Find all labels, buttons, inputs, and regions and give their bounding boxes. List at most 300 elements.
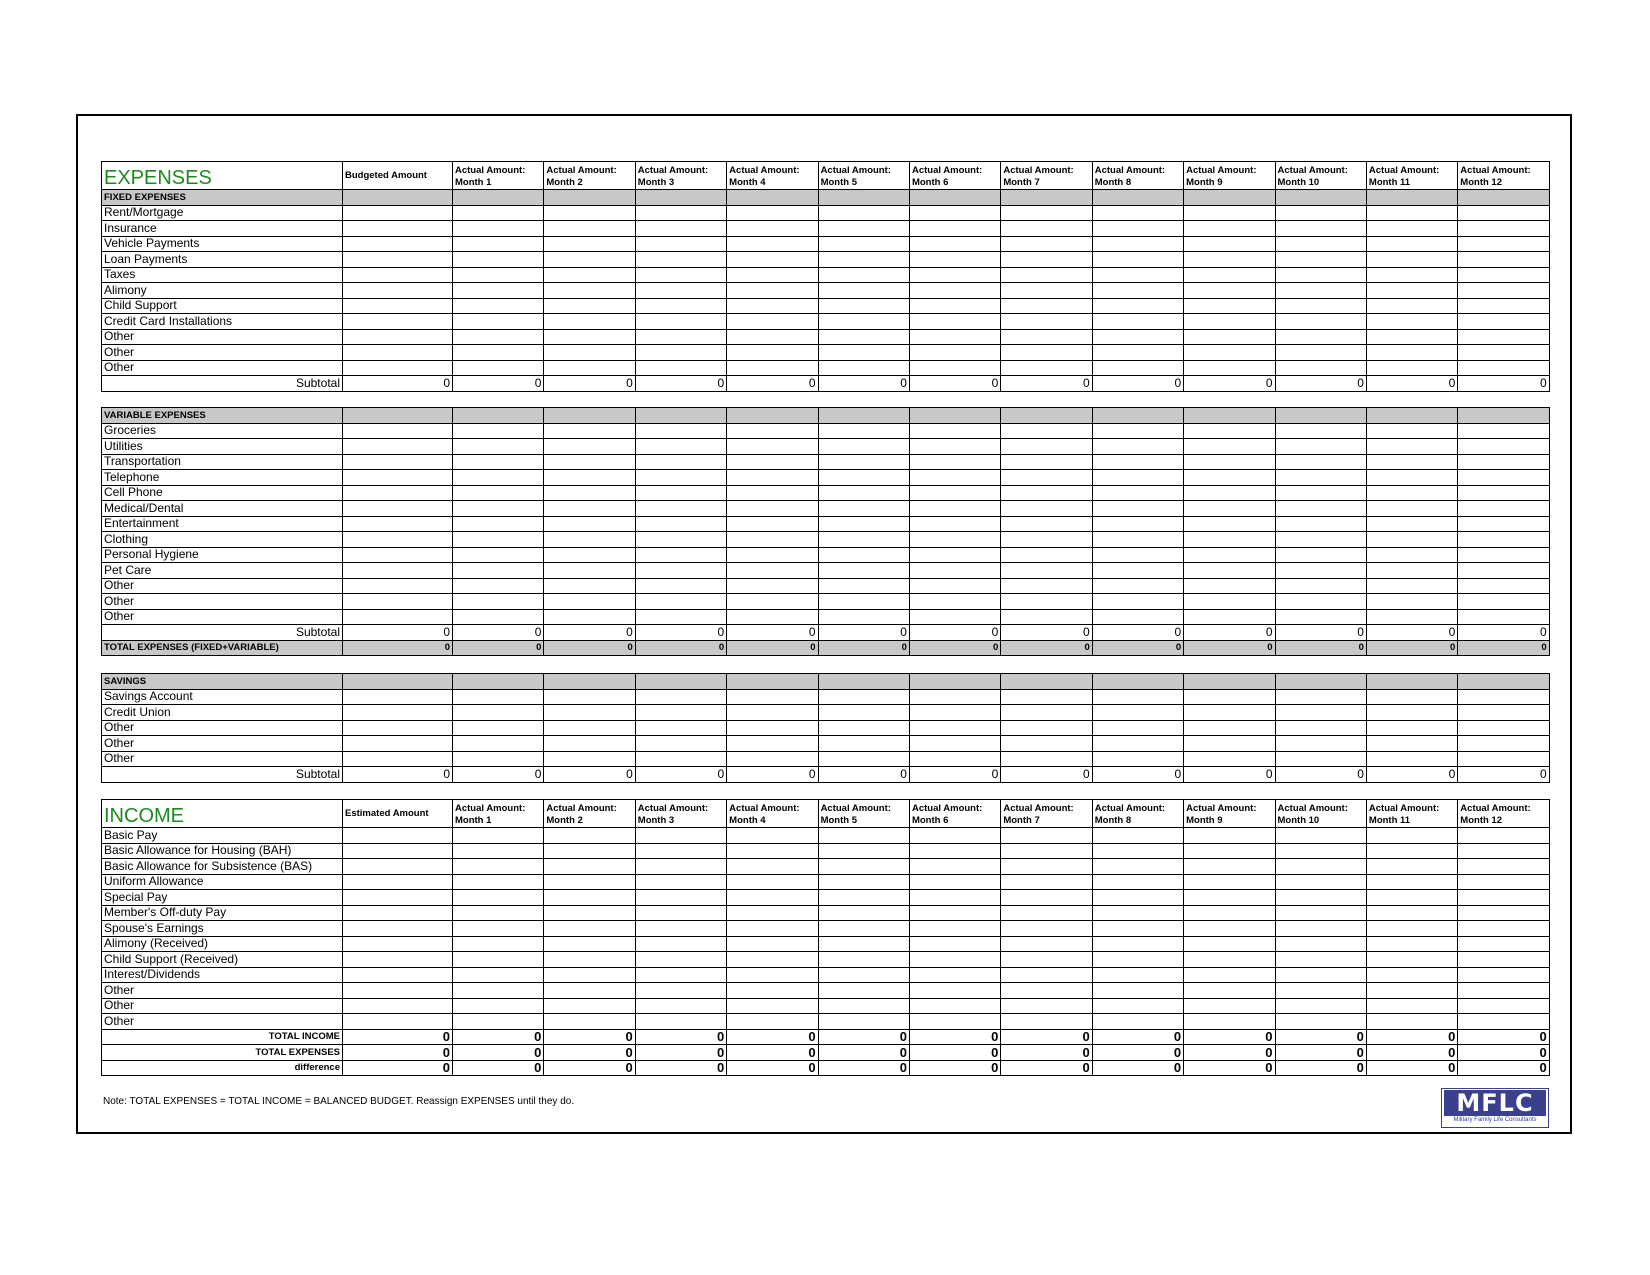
amount-input-cell[interactable] [453,1014,544,1030]
amount-input-cell[interactable] [635,423,726,439]
amount-input-cell[interactable] [453,252,544,268]
amount-input-cell[interactable] [453,998,544,1014]
amount-input-cell[interactable] [1001,609,1092,625]
amount-input-cell[interactable] [818,221,909,237]
amount-input-cell[interactable] [635,360,726,376]
amount-input-cell[interactable] [1458,532,1549,548]
amount-input-cell[interactable] [1458,1014,1549,1030]
amount-input-cell[interactable] [909,252,1000,268]
amount-input-cell[interactable] [1366,983,1457,999]
amount-input-cell[interactable] [818,314,909,330]
amount-input-cell[interactable] [1366,563,1457,579]
amount-input-cell[interactable] [909,1014,1000,1030]
amount-input-cell[interactable] [1458,470,1549,486]
amount-input-cell[interactable] [453,952,544,968]
amount-input-cell[interactable] [453,329,544,345]
amount-input-cell[interactable] [343,283,453,299]
amount-input-cell[interactable] [1366,967,1457,983]
amount-input-cell[interactable] [1366,828,1457,844]
amount-input-cell[interactable] [544,423,635,439]
amount-input-cell[interactable] [1001,485,1092,501]
amount-input-cell[interactable] [1092,936,1183,952]
amount-input-cell[interactable] [343,689,453,705]
amount-input-cell[interactable] [343,736,453,752]
amount-input-cell[interactable] [453,501,544,517]
amount-input-cell[interactable] [727,689,818,705]
amount-input-cell[interactable] [727,1014,818,1030]
amount-input-cell[interactable] [544,859,635,875]
amount-input-cell[interactable] [818,563,909,579]
amount-input-cell[interactable] [1001,314,1092,330]
amount-input-cell[interactable] [818,578,909,594]
amount-input-cell[interactable] [818,439,909,455]
amount-input-cell[interactable] [1366,952,1457,968]
amount-input-cell[interactable] [343,578,453,594]
amount-input-cell[interactable] [453,547,544,563]
amount-input-cell[interactable] [818,843,909,859]
amount-input-cell[interactable] [1458,998,1549,1014]
amount-input-cell[interactable] [544,298,635,314]
amount-input-cell[interactable] [635,751,726,767]
amount-input-cell[interactable] [343,952,453,968]
amount-input-cell[interactable] [453,967,544,983]
amount-input-cell[interactable] [1458,252,1549,268]
amount-input-cell[interactable] [818,236,909,252]
amount-input-cell[interactable] [1184,532,1275,548]
amount-input-cell[interactable] [1275,998,1366,1014]
amount-input-cell[interactable] [544,532,635,548]
amount-input-cell[interactable] [1184,439,1275,455]
amount-input-cell[interactable] [1092,828,1183,844]
amount-input-cell[interactable] [544,952,635,968]
amount-input-cell[interactable] [453,689,544,705]
amount-input-cell[interactable] [343,360,453,376]
amount-input-cell[interactable] [635,890,726,906]
amount-input-cell[interactable] [544,983,635,999]
amount-input-cell[interactable] [1275,439,1366,455]
amount-input-cell[interactable] [1092,252,1183,268]
amount-input-cell[interactable] [544,314,635,330]
amount-input-cell[interactable] [453,905,544,921]
amount-input-cell[interactable] [544,720,635,736]
amount-input-cell[interactable] [544,345,635,361]
amount-input-cell[interactable] [818,1014,909,1030]
amount-input-cell[interactable] [544,921,635,937]
amount-input-cell[interactable] [818,516,909,532]
amount-input-cell[interactable] [1366,1014,1457,1030]
amount-input-cell[interactable] [1184,905,1275,921]
amount-input-cell[interactable] [1184,360,1275,376]
amount-input-cell[interactable] [1275,470,1366,486]
amount-input-cell[interactable] [1458,751,1549,767]
amount-input-cell[interactable] [1001,890,1092,906]
amount-input-cell[interactable] [544,439,635,455]
amount-input-cell[interactable] [1275,314,1366,330]
amount-input-cell[interactable] [727,859,818,875]
amount-input-cell[interactable] [635,252,726,268]
amount-input-cell[interactable] [1184,874,1275,890]
amount-input-cell[interactable] [343,936,453,952]
amount-input-cell[interactable] [909,501,1000,517]
amount-input-cell[interactable] [909,221,1000,237]
amount-input-cell[interactable] [1184,720,1275,736]
amount-input-cell[interactable] [909,720,1000,736]
amount-input-cell[interactable] [343,751,453,767]
amount-input-cell[interactable] [1001,578,1092,594]
amount-input-cell[interactable] [818,470,909,486]
amount-input-cell[interactable] [453,890,544,906]
amount-input-cell[interactable] [1275,983,1366,999]
amount-input-cell[interactable] [1092,578,1183,594]
amount-input-cell[interactable] [1275,501,1366,517]
amount-input-cell[interactable] [1184,594,1275,610]
amount-input-cell[interactable] [1184,751,1275,767]
amount-input-cell[interactable] [635,485,726,501]
amount-input-cell[interactable] [1001,439,1092,455]
amount-input-cell[interactable] [635,594,726,610]
amount-input-cell[interactable] [1092,998,1183,1014]
amount-input-cell[interactable] [1184,470,1275,486]
amount-input-cell[interactable] [544,563,635,579]
amount-input-cell[interactable] [1092,705,1183,721]
amount-input-cell[interactable] [909,283,1000,299]
amount-input-cell[interactable] [1458,736,1549,752]
amount-input-cell[interactable] [453,859,544,875]
amount-input-cell[interactable] [1184,221,1275,237]
amount-input-cell[interactable] [1458,423,1549,439]
amount-input-cell[interactable] [1092,360,1183,376]
amount-input-cell[interactable] [818,998,909,1014]
amount-input-cell[interactable] [1275,423,1366,439]
amount-input-cell[interactable] [1366,578,1457,594]
amount-input-cell[interactable] [909,360,1000,376]
amount-input-cell[interactable] [909,454,1000,470]
amount-input-cell[interactable] [544,360,635,376]
amount-input-cell[interactable] [1092,983,1183,999]
amount-input-cell[interactable] [818,874,909,890]
amount-input-cell[interactable] [1092,952,1183,968]
amount-input-cell[interactable] [909,423,1000,439]
amount-input-cell[interactable] [544,221,635,237]
amount-input-cell[interactable] [1001,298,1092,314]
amount-input-cell[interactable] [818,485,909,501]
amount-input-cell[interactable] [1458,705,1549,721]
amount-input-cell[interactable] [343,205,453,221]
amount-input-cell[interactable] [1275,689,1366,705]
amount-input-cell[interactable] [453,454,544,470]
amount-input-cell[interactable] [1092,439,1183,455]
amount-input-cell[interactable] [1366,485,1457,501]
amount-input-cell[interactable] [635,236,726,252]
amount-input-cell[interactable] [818,890,909,906]
amount-input-cell[interactable] [1366,594,1457,610]
amount-input-cell[interactable] [1184,983,1275,999]
amount-input-cell[interactable] [1275,516,1366,532]
amount-input-cell[interactable] [1001,423,1092,439]
amount-input-cell[interactable] [453,720,544,736]
amount-input-cell[interactable] [544,1014,635,1030]
amount-input-cell[interactable] [1184,828,1275,844]
amount-input-cell[interactable] [453,345,544,361]
amount-input-cell[interactable] [343,221,453,237]
amount-input-cell[interactable] [909,470,1000,486]
amount-input-cell[interactable] [727,983,818,999]
amount-input-cell[interactable] [1458,720,1549,736]
amount-input-cell[interactable] [1366,736,1457,752]
amount-input-cell[interactable] [909,689,1000,705]
amount-input-cell[interactable] [727,594,818,610]
amount-input-cell[interactable] [635,454,726,470]
amount-input-cell[interactable] [1001,952,1092,968]
amount-input-cell[interactable] [635,501,726,517]
amount-input-cell[interactable] [1366,298,1457,314]
amount-input-cell[interactable] [453,236,544,252]
amount-input-cell[interactable] [909,205,1000,221]
amount-input-cell[interactable] [635,705,726,721]
amount-input-cell[interactable] [1458,905,1549,921]
amount-input-cell[interactable] [635,983,726,999]
amount-input-cell[interactable] [909,967,1000,983]
amount-input-cell[interactable] [635,967,726,983]
amount-input-cell[interactable] [1275,205,1366,221]
amount-input-cell[interactable] [544,283,635,299]
amount-input-cell[interactable] [727,874,818,890]
amount-input-cell[interactable] [1001,921,1092,937]
amount-input-cell[interactable] [544,843,635,859]
amount-input-cell[interactable] [727,921,818,937]
amount-input-cell[interactable] [1366,221,1457,237]
amount-input-cell[interactable] [1275,905,1366,921]
amount-input-cell[interactable] [727,236,818,252]
amount-input-cell[interactable] [1092,874,1183,890]
amount-input-cell[interactable] [1001,501,1092,517]
amount-input-cell[interactable] [1275,283,1366,299]
amount-input-cell[interactable] [1001,267,1092,283]
amount-input-cell[interactable] [453,298,544,314]
amount-input-cell[interactable] [727,205,818,221]
amount-input-cell[interactable] [1275,360,1366,376]
amount-input-cell[interactable] [818,532,909,548]
amount-input-cell[interactable] [544,485,635,501]
amount-input-cell[interactable] [453,921,544,937]
amount-input-cell[interactable] [1366,998,1457,1014]
amount-input-cell[interactable] [818,252,909,268]
amount-input-cell[interactable] [1001,967,1092,983]
amount-input-cell[interactable] [1001,516,1092,532]
amount-input-cell[interactable] [1001,345,1092,361]
amount-input-cell[interactable] [635,828,726,844]
amount-input-cell[interactable] [1001,1014,1092,1030]
amount-input-cell[interactable] [1458,874,1549,890]
amount-input-cell[interactable] [453,563,544,579]
amount-input-cell[interactable] [1092,283,1183,299]
amount-input-cell[interactable] [635,205,726,221]
amount-input-cell[interactable] [1458,547,1549,563]
amount-input-cell[interactable] [909,952,1000,968]
amount-input-cell[interactable] [727,439,818,455]
amount-input-cell[interactable] [1001,454,1092,470]
amount-input-cell[interactable] [727,283,818,299]
amount-input-cell[interactable] [1092,859,1183,875]
amount-input-cell[interactable] [727,967,818,983]
amount-input-cell[interactable] [1184,578,1275,594]
amount-input-cell[interactable] [544,905,635,921]
amount-input-cell[interactable] [909,705,1000,721]
amount-input-cell[interactable] [727,298,818,314]
amount-input-cell[interactable] [909,859,1000,875]
amount-input-cell[interactable] [818,921,909,937]
amount-input-cell[interactable] [1366,439,1457,455]
amount-input-cell[interactable] [635,516,726,532]
amount-input-cell[interactable] [727,905,818,921]
amount-input-cell[interactable] [727,952,818,968]
amount-input-cell[interactable] [1275,454,1366,470]
amount-input-cell[interactable] [1184,936,1275,952]
amount-input-cell[interactable] [727,423,818,439]
amount-input-cell[interactable] [1092,967,1183,983]
amount-input-cell[interactable] [1275,1014,1366,1030]
amount-input-cell[interactable] [453,843,544,859]
amount-input-cell[interactable] [1001,236,1092,252]
amount-input-cell[interactable] [544,874,635,890]
amount-input-cell[interactable] [1184,252,1275,268]
amount-input-cell[interactable] [1458,689,1549,705]
amount-input-cell[interactable] [1092,345,1183,361]
amount-input-cell[interactable] [727,843,818,859]
amount-input-cell[interactable] [727,532,818,548]
amount-input-cell[interactable] [544,689,635,705]
amount-input-cell[interactable] [635,689,726,705]
amount-input-cell[interactable] [909,236,1000,252]
amount-input-cell[interactable] [1275,298,1366,314]
amount-input-cell[interactable] [727,705,818,721]
amount-input-cell[interactable] [1458,516,1549,532]
amount-input-cell[interactable] [818,283,909,299]
amount-input-cell[interactable] [1092,594,1183,610]
amount-input-cell[interactable] [453,221,544,237]
amount-input-cell[interactable] [1366,547,1457,563]
amount-input-cell[interactable] [343,921,453,937]
amount-input-cell[interactable] [1184,563,1275,579]
amount-input-cell[interactable] [635,314,726,330]
amount-input-cell[interactable] [818,751,909,767]
amount-input-cell[interactable] [1184,516,1275,532]
amount-input-cell[interactable] [818,501,909,517]
amount-input-cell[interactable] [1275,874,1366,890]
amount-input-cell[interactable] [1275,736,1366,752]
amount-input-cell[interactable] [818,267,909,283]
amount-input-cell[interactable] [343,563,453,579]
amount-input-cell[interactable] [1275,236,1366,252]
amount-input-cell[interactable] [544,998,635,1014]
amount-input-cell[interactable] [1366,501,1457,517]
amount-input-cell[interactable] [909,563,1000,579]
amount-input-cell[interactable] [1184,967,1275,983]
amount-input-cell[interactable] [1366,936,1457,952]
amount-input-cell[interactable] [1184,501,1275,517]
amount-input-cell[interactable] [1092,736,1183,752]
amount-input-cell[interactable] [727,221,818,237]
amount-input-cell[interactable] [635,1014,726,1030]
amount-input-cell[interactable] [727,470,818,486]
amount-input-cell[interactable] [1092,329,1183,345]
amount-input-cell[interactable] [1366,252,1457,268]
amount-input-cell[interactable] [1366,423,1457,439]
amount-input-cell[interactable] [1458,345,1549,361]
amount-input-cell[interactable] [1366,890,1457,906]
amount-input-cell[interactable] [818,609,909,625]
amount-input-cell[interactable] [635,470,726,486]
amount-input-cell[interactable] [635,532,726,548]
amount-input-cell[interactable] [1458,828,1549,844]
amount-input-cell[interactable] [1092,921,1183,937]
amount-input-cell[interactable] [818,689,909,705]
amount-input-cell[interactable] [818,828,909,844]
amount-input-cell[interactable] [1275,967,1366,983]
amount-input-cell[interactable] [909,267,1000,283]
amount-input-cell[interactable] [343,454,453,470]
amount-input-cell[interactable] [727,329,818,345]
amount-input-cell[interactable] [343,998,453,1014]
amount-input-cell[interactable] [1001,205,1092,221]
amount-input-cell[interactable] [1458,952,1549,968]
amount-input-cell[interactable] [1184,952,1275,968]
amount-input-cell[interactable] [343,345,453,361]
amount-input-cell[interactable] [1001,998,1092,1014]
amount-input-cell[interactable] [1184,485,1275,501]
amount-input-cell[interactable] [727,314,818,330]
amount-input-cell[interactable] [544,329,635,345]
amount-input-cell[interactable] [1092,609,1183,625]
amount-input-cell[interactable] [544,470,635,486]
amount-input-cell[interactable] [909,532,1000,548]
amount-input-cell[interactable] [727,736,818,752]
amount-input-cell[interactable] [635,283,726,299]
amount-input-cell[interactable] [1366,454,1457,470]
amount-input-cell[interactable] [727,828,818,844]
amount-input-cell[interactable] [1092,501,1183,517]
amount-input-cell[interactable] [1001,705,1092,721]
amount-input-cell[interactable] [909,578,1000,594]
amount-input-cell[interactable] [1001,751,1092,767]
amount-input-cell[interactable] [909,936,1000,952]
amount-input-cell[interactable] [343,983,453,999]
amount-input-cell[interactable] [453,532,544,548]
amount-input-cell[interactable] [1458,236,1549,252]
amount-input-cell[interactable] [727,547,818,563]
amount-input-cell[interactable] [544,705,635,721]
amount-input-cell[interactable] [343,236,453,252]
amount-input-cell[interactable] [818,936,909,952]
amount-input-cell[interactable] [909,516,1000,532]
amount-input-cell[interactable] [909,828,1000,844]
amount-input-cell[interactable] [1366,314,1457,330]
amount-input-cell[interactable] [909,314,1000,330]
amount-input-cell[interactable] [343,516,453,532]
amount-input-cell[interactable] [1458,578,1549,594]
amount-input-cell[interactable] [453,874,544,890]
amount-input-cell[interactable] [1184,736,1275,752]
amount-input-cell[interactable] [343,470,453,486]
amount-input-cell[interactable] [1458,890,1549,906]
amount-input-cell[interactable] [818,859,909,875]
amount-input-cell[interactable] [1184,329,1275,345]
amount-input-cell[interactable] [1092,905,1183,921]
amount-input-cell[interactable] [1001,532,1092,548]
amount-input-cell[interactable] [343,485,453,501]
amount-input-cell[interactable] [1458,267,1549,283]
amount-input-cell[interactable] [1001,594,1092,610]
